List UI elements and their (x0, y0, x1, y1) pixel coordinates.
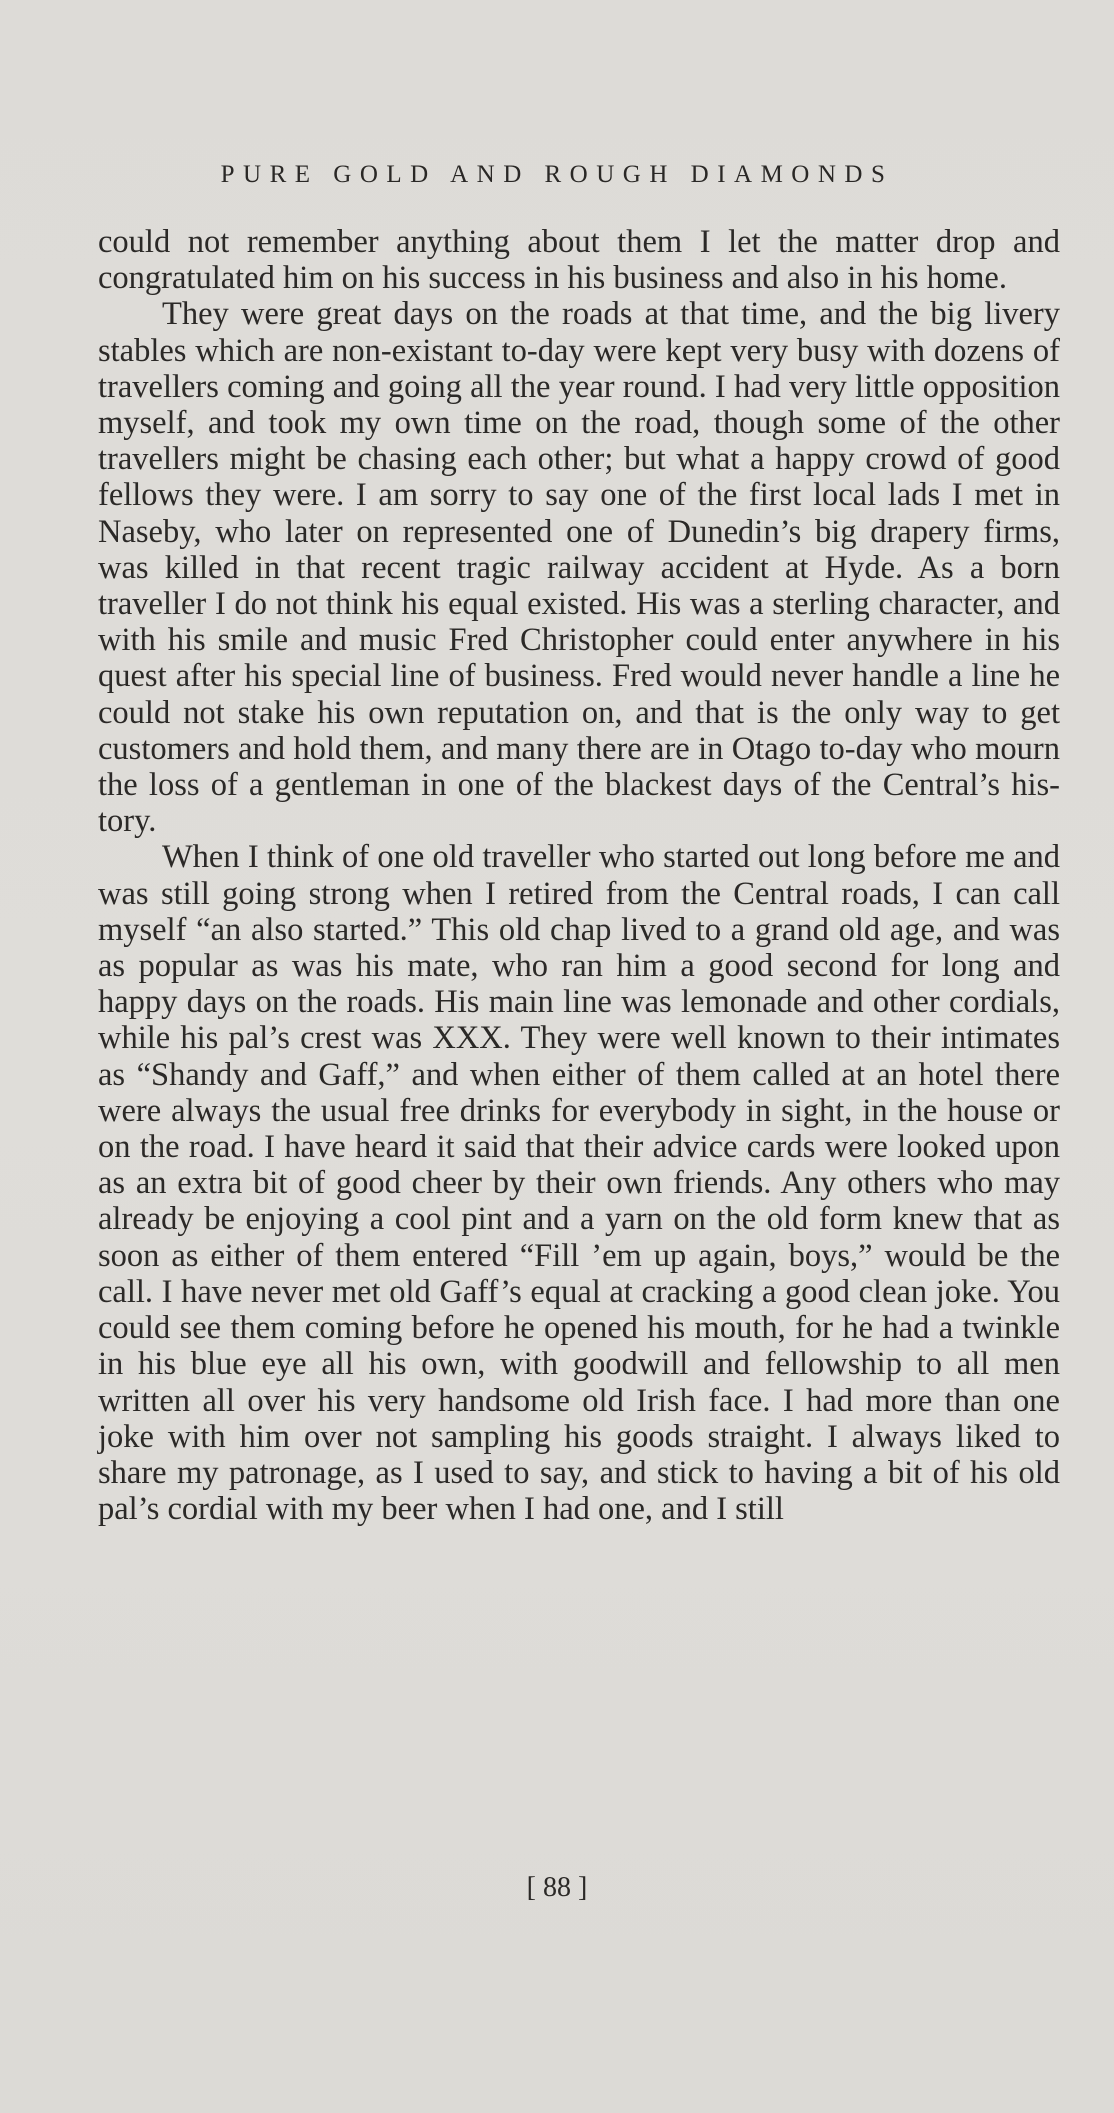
body-text (98, 224, 1060, 1527)
running-head: PURE GOLD AND ROUGH DIAMONDS (220, 161, 894, 188)
paragraph-roads: They were great days on the roads at that time, and the big livery stables which are non-existant to-day were kept very busy with dozens of travellers coming and going all the year round. I had very little opposition myself, and took my own time on the road, though some of the other travellers might be chasing each other; but what a happy crowd of good fellows they were. I am sorry to say one of the first local lads I met in Naseby, who later on represented one of Dunedin’s big drapery firms, was killed in that recent tragic railway accident at Hyde. As a born traveller I do not think his equal existed. His was a sterling character, and with his smile and music Fred Christopher could enter anywhere in his quest after his special line of business. Fred would never handle a line he could not stake his own reputation on, and that is the only way to get customers and hold them, and many there are in Otago to-day who mourn the loss of a gentleman in one of the blackest days of the Central’s history. (98, 296, 1060, 840)
paragraph-old-traveller: When I think of one old traveller who started out long before me and was still going strong when I retired from the Central roads, I can call myself “an also started.” This old chap lived to a grand old age, and was as popular as was his mate, who ran him a good second for long and happy days on the roads. His main line was lemonade and other cordials, while his pal’s crest was XXX. They were well known to their intimates as “Shandy and Gaff,” and when either of them called at an hotel there were always the usual free drinks for everybody in sight, in the house or on the road. I have heard it said that their advice cards were looked upon as an extra bit of good cheer by their own friends. Any others who may already be enjoying a cool pint and a yarn on the old form knew that as soon as either of them entered “Fill ’em up again, boys,” would be the call. I have never met old Gaff’s equal at cracking a good clean joke. You could see them coming before he opened his mouth, for he had a twinkle in his blue eye all his own, with goodwill and fellowship to all men written all over his very handsome old Irish face. I had more than one joke with him over not sampling his goods straight. I always liked to share my patronage, as I used to say, and stick to having a bit of his old pal’s cordial with my beer when I had one, and I still (98, 839, 1060, 1528)
page-number: [ 88 ] (526, 1872, 588, 1903)
paragraph-continued: could not remember anything about them I let the matter drop and congratulated him on his success in his business and also in his home. (98, 224, 1060, 297)
